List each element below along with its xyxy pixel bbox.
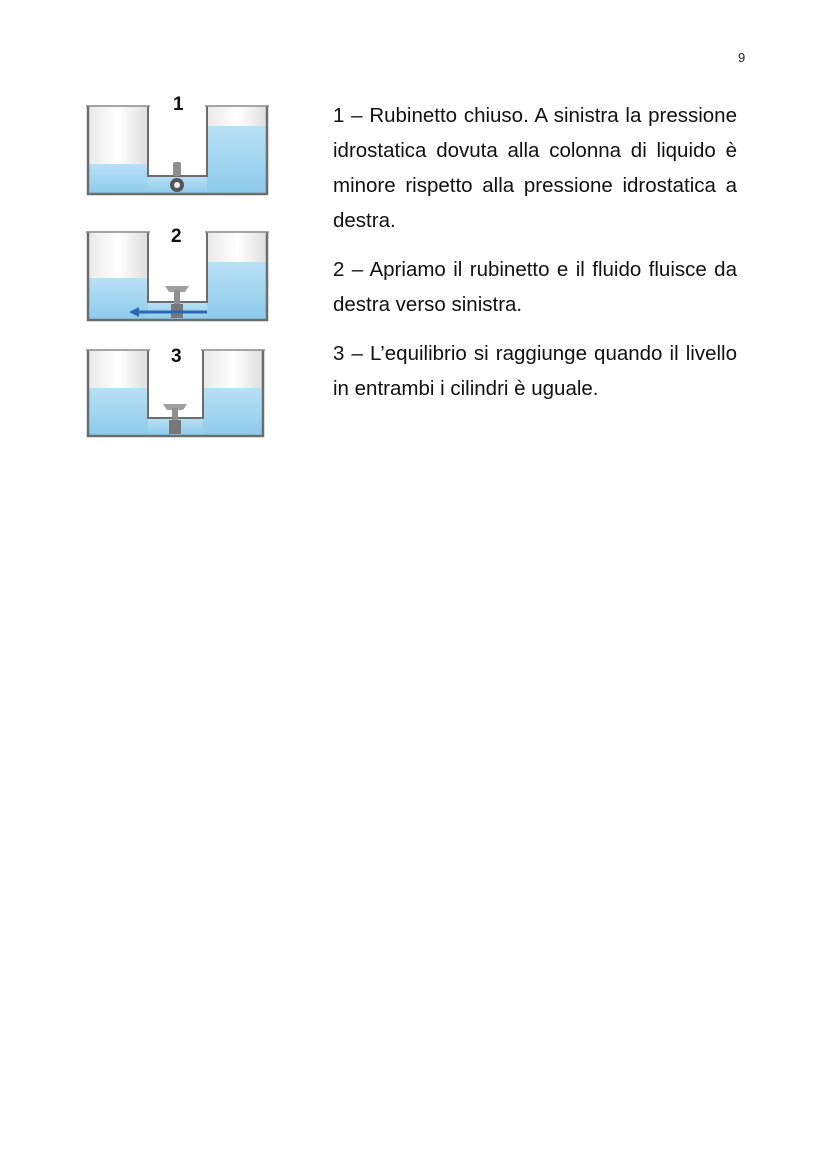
explanation-text [333, 98, 737, 420]
figure-label-2: 2 [171, 226, 182, 247]
diagram-closed-valve [85, 96, 275, 200]
figure-label-1: 1 [173, 94, 184, 115]
paragraph-3: 3 – L’equilibrio si raggiunge quando il livello in entrambi i cilindri è uguale. [333, 342, 737, 400]
diagram-open-valve [85, 226, 275, 326]
paragraph-2: 2 – Apriamo il rubinetto e il fluido fluisce da destra verso sinistra. [333, 258, 737, 316]
paragraph-1: 1 – Rubinetto chiuso. A sinistra la pressione idrostatica dovuta alla colonna di liquido è minore rispetto alla pressione idrostatica a destra. [333, 104, 737, 232]
diagram-equilibrium [85, 344, 275, 440]
page-number: 9 [738, 50, 746, 65]
figure-label-3: 3 [171, 346, 182, 367]
